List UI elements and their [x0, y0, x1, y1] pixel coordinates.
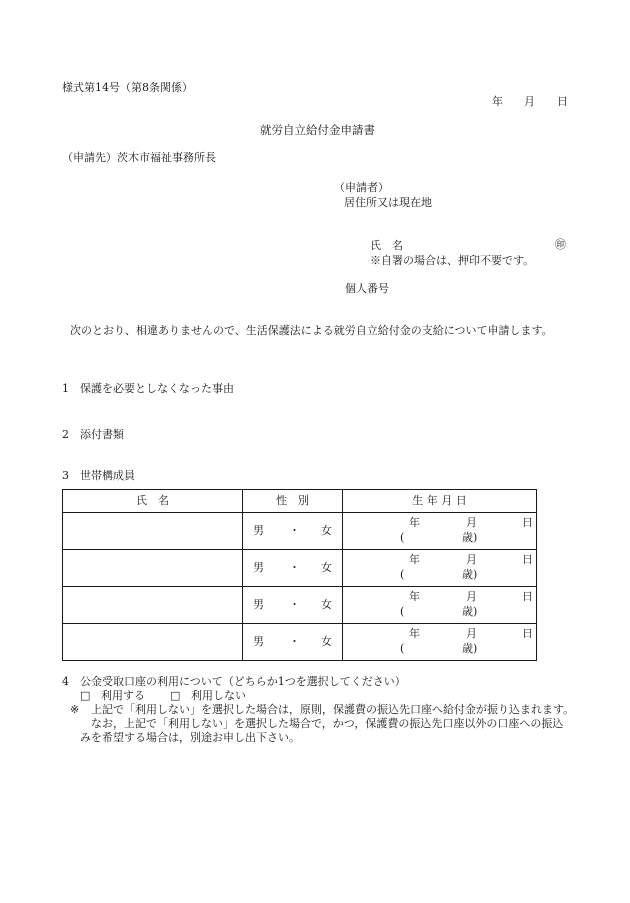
sex-male: 男 [253, 561, 264, 574]
age-label: 歳) [462, 642, 478, 655]
member-name-cell[interactable] [63, 624, 243, 661]
note-asterisk: ※ [70, 703, 80, 716]
use-account-checkbox[interactable] [80, 689, 90, 702]
checkbox-icon: □ [170, 689, 181, 702]
dob-month-label: 月 [466, 627, 477, 640]
dob-year-label: 年 [409, 553, 420, 566]
sex-separator: ・ [289, 635, 300, 648]
use-account-label: 利用する [101, 689, 145, 702]
sex-male: 男 [253, 598, 264, 611]
dob-year-label: 年 [409, 590, 420, 603]
age-label: 歳) [462, 531, 478, 544]
age-label: 歳) [462, 568, 478, 581]
dob-day-label: 日 [522, 627, 533, 640]
member-dob-cell[interactable] [343, 513, 537, 550]
sex-separator: ・ [289, 524, 300, 537]
sex-male: 男 [253, 635, 264, 648]
date-year-label: 年 [492, 95, 503, 108]
not-use-account-checkbox[interactable] [170, 689, 180, 702]
household-members-table [62, 489, 537, 661]
table-row [63, 587, 537, 624]
section-attachments-heading: 2 添付書類 [62, 428, 124, 441]
sex-female: 女 [321, 635, 332, 648]
name-label-1: 氏 [370, 239, 381, 252]
table-header-row [63, 490, 537, 513]
dob-day-label: 日 [522, 590, 533, 603]
dob-month-label: 月 [466, 590, 477, 603]
age-open: ( [400, 531, 405, 544]
note-line-3: みを希望する場合は，別途お申し出下さい。 [80, 731, 300, 744]
member-sex-cell[interactable] [243, 587, 343, 624]
addressee: （申請先）茨木市福祉事務所長 [62, 151, 216, 164]
column-header-sex: 性 別 [243, 490, 343, 513]
member-dob-cell[interactable] [343, 587, 537, 624]
member-name-cell[interactable] [63, 550, 243, 587]
age-open: ( [400, 568, 405, 581]
sex-female: 女 [321, 561, 332, 574]
age-label: 歳) [462, 605, 478, 618]
section-account-heading: 4 公金受取口座の利用について（どちらか1つを選択してください） [62, 675, 406, 688]
date-day-label: 日 [557, 95, 568, 108]
dob-month-label: 月 [466, 553, 477, 566]
note-line-2: なお，上記で「利用しない」を選択した場合で，かつ，保護費の振込先口座以外の口座への振込 [91, 717, 564, 730]
not-use-account-label: 利用しない [191, 689, 246, 702]
table-row [63, 550, 537, 587]
age-open: ( [400, 642, 405, 655]
sex-separator: ・ [289, 561, 300, 574]
section-household-heading: 3 世帯構成員 [62, 469, 135, 482]
form-number: 様式第14号（第8条関係） [62, 81, 193, 94]
sex-female: 女 [321, 598, 332, 611]
column-header-name: 氏 名 [63, 490, 243, 513]
column-header-dob: 生 年 月 日 [343, 490, 537, 513]
member-dob-cell[interactable] [343, 550, 537, 587]
section-reason-heading: 1 保護を必要としなくなった事由 [62, 382, 234, 395]
note-line-1: 上記で「利用しない」を選択した場合は，原則，保護費の振込先口座へ給付金が振り込まれます。 [91, 703, 575, 716]
date-month-label: 月 [524, 95, 535, 108]
sex-separator: ・ [289, 598, 300, 611]
seal-note: ※自署の場合は、押印不要です。 [370, 254, 535, 267]
sex-male: 男 [253, 524, 264, 537]
name-label-2: 名 [392, 239, 403, 252]
dob-day-label: 日 [522, 516, 533, 529]
member-name-cell[interactable] [63, 587, 243, 624]
dob-month-label: 月 [466, 516, 477, 529]
member-name-cell[interactable] [63, 513, 243, 550]
dob-year-label: 年 [409, 627, 420, 640]
sex-female: 女 [321, 524, 332, 537]
document-title: 就労自立給付金申請書 [260, 123, 375, 137]
personal-number-label: 個人番号 [345, 282, 389, 295]
member-sex-cell[interactable] [243, 513, 343, 550]
member-dob-cell[interactable] [343, 624, 537, 661]
dob-year-label: 年 [409, 516, 420, 529]
table-row [63, 513, 537, 550]
address-label: 居住所又は現在地 [344, 196, 432, 209]
member-sex-cell[interactable] [243, 550, 343, 587]
table-row [63, 624, 537, 661]
applicant-label: （申請者） [334, 181, 389, 194]
application-statement: 次のとおり、相違ありませんので、生活保護法による就労自立給付金の支給について申請します。 [70, 324, 553, 337]
checkbox-icon: □ [80, 689, 91, 702]
seal-mark: ㊞ [555, 238, 566, 251]
member-sex-cell[interactable] [243, 624, 343, 661]
age-open: ( [400, 605, 405, 618]
dob-day-label: 日 [522, 553, 533, 566]
